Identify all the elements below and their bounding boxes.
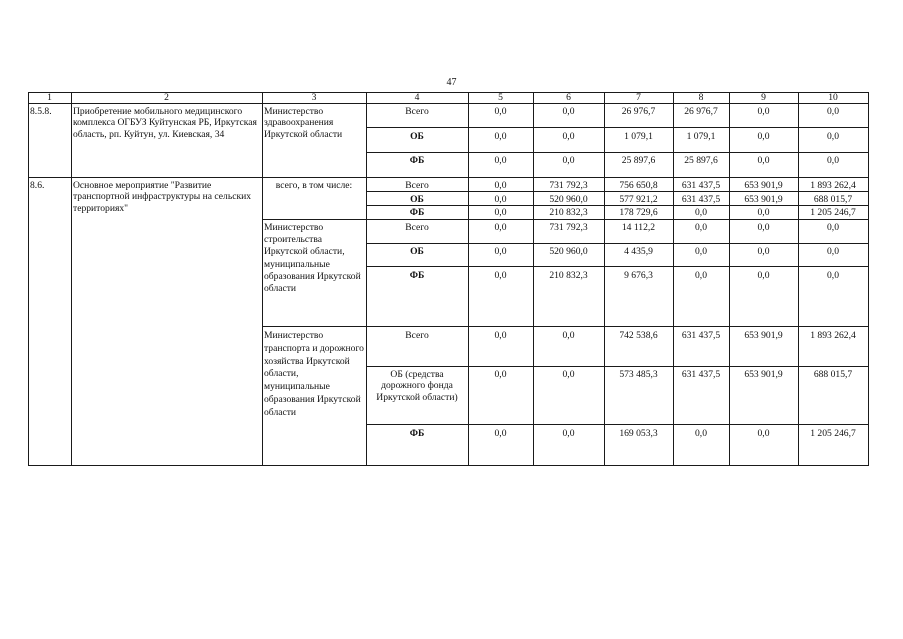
value-cell: 1 893 262,4 — [810, 330, 856, 341]
value-cell: 0,0 — [827, 270, 839, 281]
value-cell: 0,0 — [562, 131, 575, 142]
value-cell: 0,0 — [827, 106, 839, 117]
value-cell: 653 901,9 — [744, 194, 783, 205]
responsible-org: Министерство транспорта и дорожного хозяйства Иркутской области, муниципальные образования Иркутской области — [264, 330, 364, 418]
funding-source: ОБ — [410, 131, 424, 142]
value-cell: 25 897,6 — [621, 155, 656, 166]
header-cell: 5 — [498, 92, 503, 103]
value-cell: 631 437,5 — [681, 330, 721, 341]
value-cell: 14 112,2 — [621, 222, 656, 233]
funding-source: Всего — [405, 180, 429, 191]
funding-source: Всего — [405, 330, 429, 341]
table-rule — [262, 92, 263, 466]
value-cell: 577 921,2 — [619, 194, 658, 205]
table-rule — [798, 92, 799, 466]
measure-name: Основное мероприятие "Развитие транспортной инфраструктуры на сельских территориях" — [73, 180, 252, 214]
table-rule — [673, 92, 674, 466]
value-cell: 0,0 — [494, 180, 507, 191]
header-cell: 7 — [636, 92, 641, 103]
value-cell: 731 792,3 — [549, 222, 588, 233]
value-cell: 0,0 — [695, 246, 707, 257]
funding-source: Всего — [405, 222, 429, 233]
table-rule — [28, 92, 29, 466]
value-cell: 0,0 — [494, 194, 507, 205]
value-cell: 0,0 — [494, 155, 507, 166]
value-cell: 0,0 — [494, 270, 507, 281]
value-cell: 653 901,9 — [744, 330, 783, 341]
value-cell: 210 832,3 — [549, 207, 588, 218]
value-cell: 653 901,9 — [744, 180, 783, 191]
value-cell: 26 976,7 — [621, 106, 656, 117]
header-cell: 10 — [828, 92, 838, 103]
value-cell: 0,0 — [757, 222, 770, 233]
header-cell: 1 — [47, 92, 52, 103]
value-cell: 0,0 — [494, 246, 507, 257]
value-cell: 631 437,5 — [681, 369, 721, 380]
value-cell: 0,0 — [827, 155, 839, 166]
value-cell: 1 079,1 — [686, 131, 716, 142]
value-cell: 0,0 — [757, 246, 770, 257]
row-number: 8.5.8. — [30, 106, 52, 117]
value-cell: 0,0 — [562, 155, 575, 166]
value-cell: 25 897,6 — [684, 155, 718, 166]
value-cell: 0,0 — [494, 131, 507, 142]
table-rule — [366, 92, 367, 466]
value-cell: 0,0 — [494, 222, 507, 233]
responsible-org: Министерство здравоохранения Иркутской области — [264, 106, 343, 140]
header-cell: 4 — [414, 92, 420, 103]
table-rule — [729, 92, 730, 466]
value-cell: 653 901,9 — [744, 369, 783, 380]
value-cell: 0,0 — [562, 106, 575, 117]
funding-source: Всего — [405, 106, 429, 117]
value-cell: 0,0 — [757, 207, 770, 218]
value-cell: 631 437,5 — [681, 194, 721, 205]
value-cell: 0,0 — [757, 106, 770, 117]
value-cell: 0,0 — [827, 222, 839, 233]
table-rule — [868, 92, 869, 466]
value-cell: 169 053,3 — [619, 428, 658, 439]
table-rule — [604, 92, 605, 466]
total-label: всего, в том числе: — [275, 180, 353, 191]
page-number: 47 — [446, 77, 457, 88]
value-cell: 26 976,7 — [684, 106, 718, 117]
funding-source: ФБ — [409, 428, 425, 439]
value-cell: 0,0 — [827, 246, 839, 257]
value-cell: 0,0 — [695, 207, 707, 218]
value-cell: 631 437,5 — [681, 180, 721, 191]
row-number: 8.6. — [30, 180, 45, 191]
funding-source: ОБ — [410, 194, 424, 205]
value-cell: 0,0 — [494, 330, 507, 341]
value-cell: 1 893 262,4 — [810, 180, 856, 191]
funding-source: ОБ (средства дорожного фонда Иркутской области) — [376, 369, 458, 403]
funding-source: ФБ — [409, 207, 425, 218]
table-rule — [366, 152, 869, 153]
table-rule — [366, 366, 869, 367]
header-cell: 8 — [698, 92, 704, 103]
value-cell: 9 676,3 — [624, 270, 653, 281]
value-cell: 1 079,1 — [624, 131, 653, 142]
value-cell: 1 205 246,7 — [810, 428, 856, 439]
value-cell: 0,0 — [562, 330, 575, 341]
table-rule — [366, 424, 869, 425]
table-rule — [468, 92, 469, 466]
funding-source: ФБ — [409, 270, 425, 281]
value-cell: 520 960,0 — [549, 246, 588, 257]
value-cell: 0,0 — [494, 207, 507, 218]
header-cell: 9 — [761, 92, 766, 103]
value-cell: 0,0 — [494, 369, 507, 380]
value-cell: 0,0 — [757, 428, 770, 439]
value-cell: 0,0 — [494, 106, 507, 117]
funding-source: ФБ — [409, 155, 425, 166]
measure-name: Приобретение мобильного медицинского комплекса ОГБУЗ Куйтунская РБ, Иркутская область, рп. Куйтун, ул. Киевская, 34 — [73, 106, 257, 140]
value-cell: 0,0 — [757, 155, 770, 166]
table-rule — [28, 465, 869, 466]
table-rule — [262, 326, 869, 327]
value-cell: 0,0 — [562, 428, 575, 439]
value-cell: 0,0 — [695, 222, 707, 233]
value-cell: 178 729,6 — [619, 207, 658, 218]
value-cell: 0,0 — [494, 428, 507, 439]
value-cell: 0,0 — [757, 270, 770, 281]
value-cell: 731 792,3 — [549, 180, 588, 191]
table-rule — [366, 266, 869, 267]
table-rule — [366, 127, 869, 128]
value-cell: 573 485,3 — [619, 369, 658, 380]
header-cell: 3 — [311, 92, 317, 103]
value-cell: 4 435,9 — [624, 246, 653, 257]
table-rule — [262, 219, 869, 220]
funding-source: ОБ — [410, 246, 424, 257]
value-cell: 688 015,7 — [813, 369, 853, 380]
value-cell: 0,0 — [695, 428, 707, 439]
table-rule — [71, 92, 72, 466]
header-cell: 2 — [164, 92, 169, 103]
value-cell: 0,0 — [695, 270, 707, 281]
value-cell: 0,0 — [757, 131, 770, 142]
responsible-org: Министерство строительства Иркутской области, муниципальные образования Иркутской области — [264, 222, 361, 295]
value-cell: 0,0 — [827, 131, 839, 142]
table-rule — [533, 92, 534, 466]
value-cell: 688 015,7 — [813, 194, 853, 205]
value-cell: 0,0 — [562, 369, 575, 380]
value-cell: 742 538,6 — [619, 330, 658, 341]
value-cell: 756 650,8 — [619, 180, 658, 191]
value-cell: 520 960,0 — [549, 194, 588, 205]
table-rule — [366, 243, 869, 244]
table-rule — [28, 177, 869, 178]
value-cell: 210 832,3 — [549, 270, 588, 281]
header-cell: 6 — [566, 92, 571, 103]
value-cell: 1 205 246,7 — [810, 207, 856, 218]
